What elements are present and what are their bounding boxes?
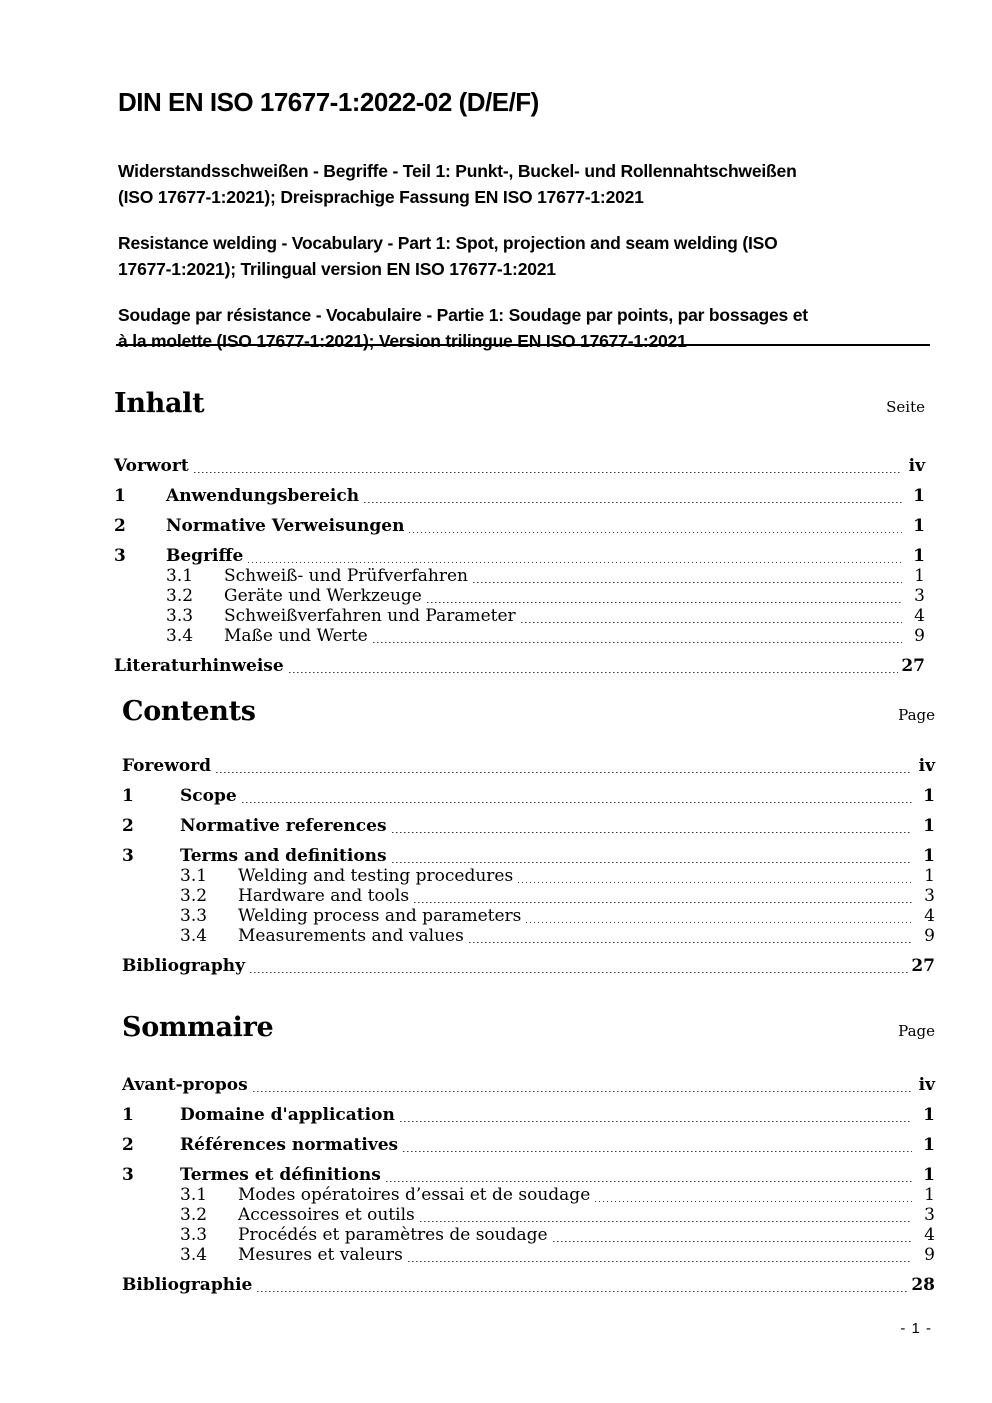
toc-entry-title: Avant-propos [122, 1075, 248, 1095]
toc-entry-number: 3.4 [166, 626, 194, 646]
toc-dot-leader [420, 1220, 912, 1222]
toc-entry-page: 3 [924, 1205, 935, 1225]
toc-entry-page: 4 [914, 606, 925, 626]
toc-entry-page: 9 [914, 626, 925, 646]
toc-entry-number: 3.3 [180, 1225, 208, 1245]
toc-english-page-label: Page [898, 706, 935, 724]
toc-entry-title: Bibliographie [122, 1275, 253, 1295]
toc-entry [122, 886, 935, 906]
toc-entry [114, 516, 925, 536]
toc-entry-page: 1 [923, 1165, 935, 1185]
toc-dot-leader [526, 921, 912, 923]
toc-section-english [122, 696, 935, 976]
toc-entry-title: Maße und Werte [224, 626, 368, 646]
toc-entry-page: 1 [923, 786, 935, 806]
toc-entry-page: 9 [924, 1245, 935, 1265]
toc-dot-leader [216, 771, 912, 773]
toc-entry [122, 1275, 935, 1295]
toc-entry-number: 3.2 [180, 886, 208, 906]
toc-entry [122, 1245, 935, 1265]
toc-entry-page: 4 [924, 906, 935, 926]
toc-dot-leader [386, 1180, 912, 1182]
toc-entry [114, 606, 925, 626]
toc-dot-leader [289, 671, 899, 673]
toc-entry-page: 1 [914, 566, 925, 586]
toc-entry [122, 866, 935, 886]
toc-entry-number: 3.1 [180, 866, 208, 886]
toc-dot-leader [403, 1150, 912, 1152]
toc-entry-page: 4 [924, 1225, 935, 1245]
toc-entry-title: Modes opératoires d’essai et de soudage [238, 1185, 591, 1205]
toc-entry-number: 1 [122, 786, 134, 806]
toc-entry-page: 1 [923, 846, 935, 866]
toc-entry-title: Normative Verweisungen [166, 516, 405, 536]
header-divider [116, 344, 930, 346]
toc-entry-page: 1 [923, 1135, 935, 1155]
toc-entry-page: 9 [924, 926, 935, 946]
toc-dot-leader [553, 1240, 912, 1242]
toc-french-header [122, 1012, 935, 1047]
toc-entry-page: 1 [913, 546, 925, 566]
toc-entry-page: 1 [924, 1185, 935, 1205]
toc-entry [114, 626, 925, 646]
toc-entry [122, 926, 935, 946]
toc-entry [122, 1105, 935, 1125]
toc-entry-title: Welding process and parameters [238, 906, 522, 926]
toc-entry-page: 1 [923, 1105, 935, 1125]
toc-entry-title: Normative references [180, 816, 387, 836]
toc-entry-title: Anwendungsbereich [166, 486, 360, 506]
toc-entry-title: Begriffe [166, 546, 244, 566]
toc-english-entries [122, 756, 935, 976]
document-header [118, 88, 932, 354]
toc-entry-title: Hardware and tools [238, 886, 410, 906]
toc-dot-leader [400, 1120, 912, 1122]
toc-entry [122, 1205, 935, 1225]
toc-dot-leader [242, 801, 912, 803]
toc-german-page-label: Seite [886, 398, 925, 416]
toc-dot-leader [253, 1090, 912, 1092]
toc-dot-leader [373, 641, 902, 643]
toc-entry [122, 1075, 935, 1095]
toc-entry-number: 3.2 [166, 586, 194, 606]
toc-dot-leader [250, 971, 908, 973]
toc-dot-leader [248, 561, 902, 563]
toc-entry-title: Schweiß- und Prüfverfahren [224, 566, 468, 586]
toc-entry-title: Terms and definitions [180, 846, 387, 866]
toc-entry-page: iv [918, 756, 935, 776]
document-title: DIN EN ISO 17677-1:2022-02 (D/E/F) [118, 87, 539, 117]
toc-entry-number: 3.3 [166, 606, 194, 626]
toc-dot-leader [473, 581, 902, 583]
toc-dot-leader [469, 941, 912, 943]
toc-entry [122, 956, 935, 976]
toc-entry-number: 1 [114, 486, 126, 506]
toc-entry-title: Scope [180, 786, 237, 806]
toc-entry-page: iv [918, 1075, 935, 1095]
subtitle-english [118, 230, 932, 282]
subtitle-german-line2: (ISO 17677-1:2021); Dreisprachige Fassung EN ISO 17677-1:2021 [118, 187, 644, 207]
toc-entry-number: 2 [122, 1135, 134, 1155]
toc-entry [122, 1165, 935, 1185]
toc-section-german [114, 388, 925, 676]
toc-entry-number: 3.2 [180, 1205, 208, 1225]
subtitle-french-line1: Soudage par résistance - Vocabulaire - Partie 1: Soudage par points, par bossages et [118, 305, 808, 325]
toc-entry [122, 1135, 935, 1155]
toc-entry-number: 3 [122, 846, 134, 866]
toc-entry-page: 1 [924, 866, 935, 886]
toc-dot-leader [409, 531, 902, 533]
subtitle-german-line1: Widerstandsschweißen - Begriffe - Teil 1: Punkt-, Buckel- und Rollennahtschweißen [118, 161, 797, 181]
toc-french-page-label: Page [898, 1022, 935, 1040]
toc-entry-page: 27 [911, 956, 935, 976]
toc-entry-title: Accessoires et outils [238, 1205, 415, 1225]
toc-entry-title: Literaturhinweise [114, 656, 284, 676]
toc-dot-leader [595, 1200, 912, 1202]
subtitle-english-line1: Resistance welding - Vocabulary - Part 1: Spot, projection and seam welding (ISO [118, 233, 778, 253]
toc-entry-number: 2 [114, 516, 126, 536]
toc-entry-page: 3 [924, 886, 935, 906]
toc-entry-title: Bibliography [122, 956, 245, 976]
toc-entry-number: 3 [114, 546, 126, 566]
toc-entry-page: 1 [923, 816, 935, 836]
toc-dot-leader [521, 621, 902, 623]
toc-section-french [122, 1012, 935, 1295]
toc-entry-title: Mesures et valeurs [238, 1245, 403, 1265]
toc-entry-page: 1 [913, 486, 925, 506]
toc-french-heading: Sommaire [122, 1012, 274, 1043]
toc-english-heading: Contents [122, 696, 256, 727]
toc-entry [114, 586, 925, 606]
toc-entry [122, 816, 935, 836]
toc-dot-leader [408, 1260, 912, 1262]
toc-entry [114, 566, 925, 586]
toc-entry-page: 1 [913, 516, 925, 536]
toc-entry [114, 546, 925, 566]
toc-dot-leader [392, 861, 912, 863]
toc-entry-title: Références normatives [180, 1135, 399, 1155]
toc-dot-leader [392, 831, 912, 833]
toc-entry-number: 3.3 [180, 906, 208, 926]
toc-entry-title: Domaine d'application [180, 1105, 395, 1125]
toc-entry-number: 3.4 [180, 1245, 208, 1265]
toc-entry-number: 3.1 [180, 1185, 208, 1205]
page-number: - 1 - [900, 1320, 932, 1337]
toc-entry-number: 1 [122, 1105, 134, 1125]
toc-entry-title: Schweißverfahren und Parameter [224, 606, 516, 626]
toc-entry [122, 1225, 935, 1245]
toc-entry [122, 756, 935, 776]
toc-german-entries [114, 456, 925, 676]
toc-entry-number: 3 [122, 1165, 134, 1185]
toc-dot-leader [518, 881, 912, 883]
toc-entry-number: 2 [122, 816, 134, 836]
toc-dot-leader [257, 1290, 908, 1292]
toc-entry [122, 846, 935, 866]
toc-entry [122, 1185, 935, 1205]
toc-entry-title: Geräte und Werkzeuge [224, 586, 422, 606]
toc-entry [114, 456, 925, 476]
toc-dot-leader [194, 471, 902, 473]
subtitle-english-line2: 17677-1:2021); Trilingual version EN ISO 17677-1:2021 [118, 259, 556, 279]
toc-entry-title: Measurements and values [238, 926, 464, 946]
toc-entry-title: Termes et définitions [180, 1165, 381, 1185]
toc-entry [122, 786, 935, 806]
toc-entry-number: 3.4 [180, 926, 208, 946]
toc-dot-leader [364, 501, 902, 503]
toc-entry-number: 3.1 [166, 566, 194, 586]
toc-entry-title: Procédés et paramètres de soudage [238, 1225, 548, 1245]
toc-english-header [122, 696, 935, 731]
toc-german-heading: Inhalt [114, 388, 205, 419]
toc-entry-title: Vorwort [114, 456, 189, 476]
toc-dot-leader [427, 601, 902, 603]
toc-entry-page: iv [908, 456, 925, 476]
toc-dot-leader [414, 901, 912, 903]
toc-entry [114, 656, 925, 676]
subtitle-french-line2: à la molette (ISO 17677-1:2021); Version trilingue EN ISO 17677-1:2021 [118, 331, 687, 351]
toc-entry-page: 27 [901, 656, 925, 676]
toc-entry [122, 906, 935, 926]
subtitle-german [118, 158, 932, 210]
toc-french-entries [122, 1075, 935, 1295]
toc-entry-title: Foreword [122, 756, 212, 776]
toc-entry-page: 3 [914, 586, 925, 606]
subtitle-french [118, 302, 932, 354]
toc-german-header [114, 388, 925, 423]
toc-entry-page: 28 [911, 1275, 935, 1295]
toc-entry-title: Welding and testing procedures [238, 866, 514, 886]
toc-entry [114, 486, 925, 506]
